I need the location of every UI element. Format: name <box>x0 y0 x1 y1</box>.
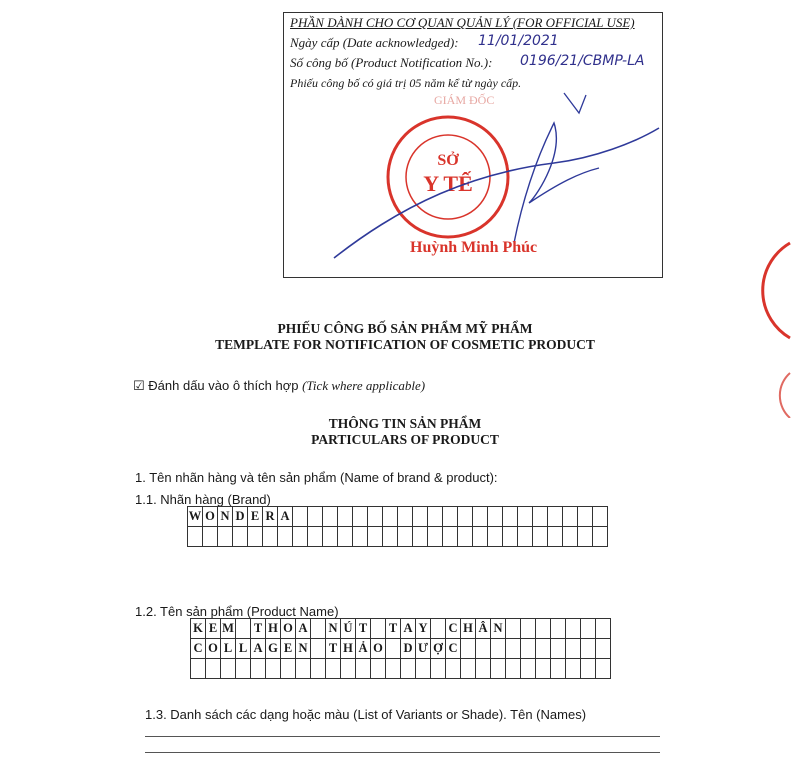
grid-cell: T <box>251 619 266 639</box>
grid-cell <box>428 507 443 527</box>
grid-cell <box>311 659 326 679</box>
grid-cell <box>386 659 401 679</box>
grid-cell <box>491 659 506 679</box>
grid-cell <box>251 659 266 679</box>
grid-cell <box>338 507 353 527</box>
grid-cell: Â <box>476 619 491 639</box>
grid-cell <box>536 639 551 659</box>
grid-cell <box>248 527 263 547</box>
grid-cell <box>218 527 233 547</box>
grid-cell: Ả <box>356 639 371 659</box>
seal-center-line-2: Y TẾ <box>423 171 473 196</box>
grid-cell <box>506 619 521 639</box>
product-name-grid <box>190 618 611 679</box>
grid-cell <box>203 527 218 547</box>
brand-grid-row <box>188 507 608 527</box>
grid-cell <box>383 507 398 527</box>
grid-cell: C <box>446 639 461 659</box>
grid-cell <box>371 619 386 639</box>
item-1-label: 1. Tên nhãn hàng và tên sản phẩm (Name of brand & product): <box>135 470 498 485</box>
grid-cell <box>476 639 491 659</box>
grid-cell <box>581 619 596 639</box>
grid-cell <box>341 659 356 679</box>
grid-cell: N <box>326 619 341 639</box>
grid-cell: A <box>296 619 311 639</box>
grid-cell <box>263 527 278 547</box>
grid-cell: H <box>266 619 281 639</box>
tick-instruction <box>133 378 425 394</box>
grid-cell: T <box>326 639 341 659</box>
grid-cell <box>308 527 323 547</box>
grid-cell <box>563 507 578 527</box>
grid-cell: E <box>206 619 221 639</box>
product-grid-row <box>191 639 611 659</box>
grid-cell <box>431 659 446 679</box>
grid-cell <box>551 639 566 659</box>
grid-cell <box>353 507 368 527</box>
grid-cell <box>488 507 503 527</box>
grid-cell <box>446 659 461 679</box>
signer-name: Huỳnh Minh Phúc <box>410 239 538 256</box>
grid-cell <box>518 507 533 527</box>
grid-cell <box>368 507 383 527</box>
grid-cell <box>386 639 401 659</box>
grid-cell <box>398 507 413 527</box>
grid-cell <box>413 507 428 527</box>
grid-cell <box>521 639 536 659</box>
form-title-en: TEMPLATE FOR NOTIFICATION OF COSMETIC PRODUCT <box>215 337 595 352</box>
grid-cell <box>566 659 581 679</box>
grid-cell <box>398 527 413 547</box>
grid-cell <box>236 619 251 639</box>
official-use-header: PHẦN DÀNH CHO CƠ QUAN QUẢN LÝ (FOR OFFICIAL USE) <box>290 15 635 30</box>
grid-cell: O <box>281 619 296 639</box>
grid-cell <box>476 659 491 679</box>
grid-cell <box>191 659 206 679</box>
grid-cell <box>473 527 488 547</box>
tick-instruction-vi: Đánh dấu vào ô thích hợp <box>148 378 299 393</box>
grid-cell <box>548 507 563 527</box>
grid-cell <box>281 659 296 679</box>
notification-number-value: 0196/21/CBMP-LA <box>520 53 645 69</box>
grid-cell <box>188 527 203 547</box>
grid-cell: G <box>266 639 281 659</box>
grid-cell <box>206 659 221 679</box>
grid-cell: L <box>221 639 236 659</box>
grid-cell <box>461 659 476 679</box>
date-acknowledged-value: 11/01/2021 <box>478 33 559 49</box>
grid-cell <box>521 659 536 679</box>
grid-cell: E <box>281 639 296 659</box>
grid-cell: Ư <box>416 639 431 659</box>
grid-cell <box>596 619 611 639</box>
grid-cell <box>533 507 548 527</box>
grid-cell <box>533 527 548 547</box>
grid-cell: A <box>278 507 293 527</box>
grid-cell <box>596 659 611 679</box>
grid-cell <box>578 507 593 527</box>
grid-cell <box>563 527 578 547</box>
grid-cell <box>536 659 551 679</box>
grid-cell <box>401 659 416 679</box>
grid-cell: L <box>236 639 251 659</box>
grid-cell: N <box>296 639 311 659</box>
grid-cell <box>551 619 566 639</box>
grid-cell <box>548 527 563 547</box>
grid-cell <box>323 527 338 547</box>
grid-cell <box>593 507 608 527</box>
grid-cell <box>443 507 458 527</box>
brand-grid <box>187 506 608 547</box>
official-use-box <box>283 12 663 278</box>
grid-cell <box>578 527 593 547</box>
grid-cell <box>338 527 353 547</box>
signature-scribble <box>324 83 664 263</box>
grid-cell: D <box>401 639 416 659</box>
grid-cell <box>506 639 521 659</box>
grid-cell <box>461 639 476 659</box>
grid-cell <box>413 527 428 547</box>
grid-cell <box>518 527 533 547</box>
grid-cell <box>293 507 308 527</box>
grid-cell <box>296 659 311 679</box>
grid-cell <box>551 659 566 679</box>
grid-cell: Y <box>416 619 431 639</box>
grid-cell <box>308 507 323 527</box>
date-acknowledged-label: Ngày cấp (Date acknowledged): <box>290 35 459 50</box>
section-title-vi: THÔNG TIN SẢN PHẨM <box>328 416 482 431</box>
validity-note: Phiếu công bố có giá trị 05 năm kể từ ngày cấp. <box>290 76 522 90</box>
grid-cell <box>311 639 326 659</box>
grid-cell: Ợ <box>431 639 446 659</box>
grid-cell: R <box>263 507 278 527</box>
grid-cell <box>503 527 518 547</box>
tick-instruction-en: (Tick where applicable) <box>302 378 426 393</box>
grid-cell <box>278 527 293 547</box>
grid-cell <box>221 659 236 679</box>
grid-cell <box>521 619 536 639</box>
grid-cell <box>581 659 596 679</box>
grid-cell <box>581 639 596 659</box>
product-grid-row <box>191 659 611 679</box>
grid-cell <box>416 659 431 679</box>
grid-cell: T <box>386 619 401 639</box>
grid-cell <box>236 659 251 679</box>
grid-cell: H <box>461 619 476 639</box>
grid-cell: M <box>221 619 236 639</box>
grid-cell <box>473 507 488 527</box>
grid-cell: O <box>203 507 218 527</box>
variants-line-1 <box>145 736 660 737</box>
section-title-en: PARTICULARS OF PRODUCT <box>311 432 499 447</box>
item-1-1-label: 1.1. Nhãn hàng (Brand) <box>135 492 271 507</box>
notification-number-label: Số công bố (Product Notification No.): <box>290 55 493 70</box>
grid-cell <box>503 507 518 527</box>
grid-cell: A <box>251 639 266 659</box>
grid-cell <box>596 639 611 659</box>
grid-cell <box>491 639 506 659</box>
grid-cell <box>356 659 371 679</box>
form-title-vi: PHIẾU CÔNG BỐ SẢN PHẨM MỸ PHẨM <box>277 321 533 336</box>
grid-cell <box>266 659 281 679</box>
grid-cell: D <box>233 507 248 527</box>
grid-cell <box>431 619 446 639</box>
grid-cell <box>323 507 338 527</box>
grid-cell: N <box>491 619 506 639</box>
checked-checkbox-icon: ☑ <box>133 378 145 393</box>
brand-grid-row <box>188 527 608 547</box>
item-1-2-label: 1.2. Tên sản phẩm (Product Name) <box>135 604 339 619</box>
grid-cell: Ú <box>341 619 356 639</box>
grid-cell: E <box>248 507 263 527</box>
grid-cell <box>458 507 473 527</box>
grid-cell <box>566 619 581 639</box>
grid-cell: W <box>188 507 203 527</box>
grid-cell <box>233 527 248 547</box>
grid-cell <box>428 527 443 547</box>
grid-cell <box>353 527 368 547</box>
item-1-3-label: 1.3. Danh sách các dạng hoặc màu (List of Variants or Shade). Tên (Names) <box>145 707 587 722</box>
grid-cell <box>443 527 458 547</box>
signer-title: GIÁM ĐỐC <box>434 93 495 107</box>
grid-cell <box>593 527 608 547</box>
grid-cell: K <box>191 619 206 639</box>
grid-cell <box>368 527 383 547</box>
seal-center-line-1: SỞ <box>437 152 459 169</box>
grid-cell: T <box>356 619 371 639</box>
grid-cell: O <box>206 639 221 659</box>
grid-cell: C <box>191 639 206 659</box>
grid-cell <box>488 527 503 547</box>
grid-cell <box>371 659 386 679</box>
variants-line-2 <box>145 752 660 753</box>
grid-cell <box>326 659 341 679</box>
product-grid-row <box>191 619 611 639</box>
grid-cell <box>536 619 551 639</box>
grid-cell: A <box>401 619 416 639</box>
grid-cell <box>311 619 326 639</box>
grid-cell <box>566 639 581 659</box>
grid-cell <box>383 527 398 547</box>
grid-cell: H <box>341 639 356 659</box>
grid-cell <box>506 659 521 679</box>
grid-cell: C <box>446 619 461 639</box>
grid-cell <box>293 527 308 547</box>
grid-cell <box>458 527 473 547</box>
grid-cell: O <box>371 639 386 659</box>
grid-cell: N <box>218 507 233 527</box>
